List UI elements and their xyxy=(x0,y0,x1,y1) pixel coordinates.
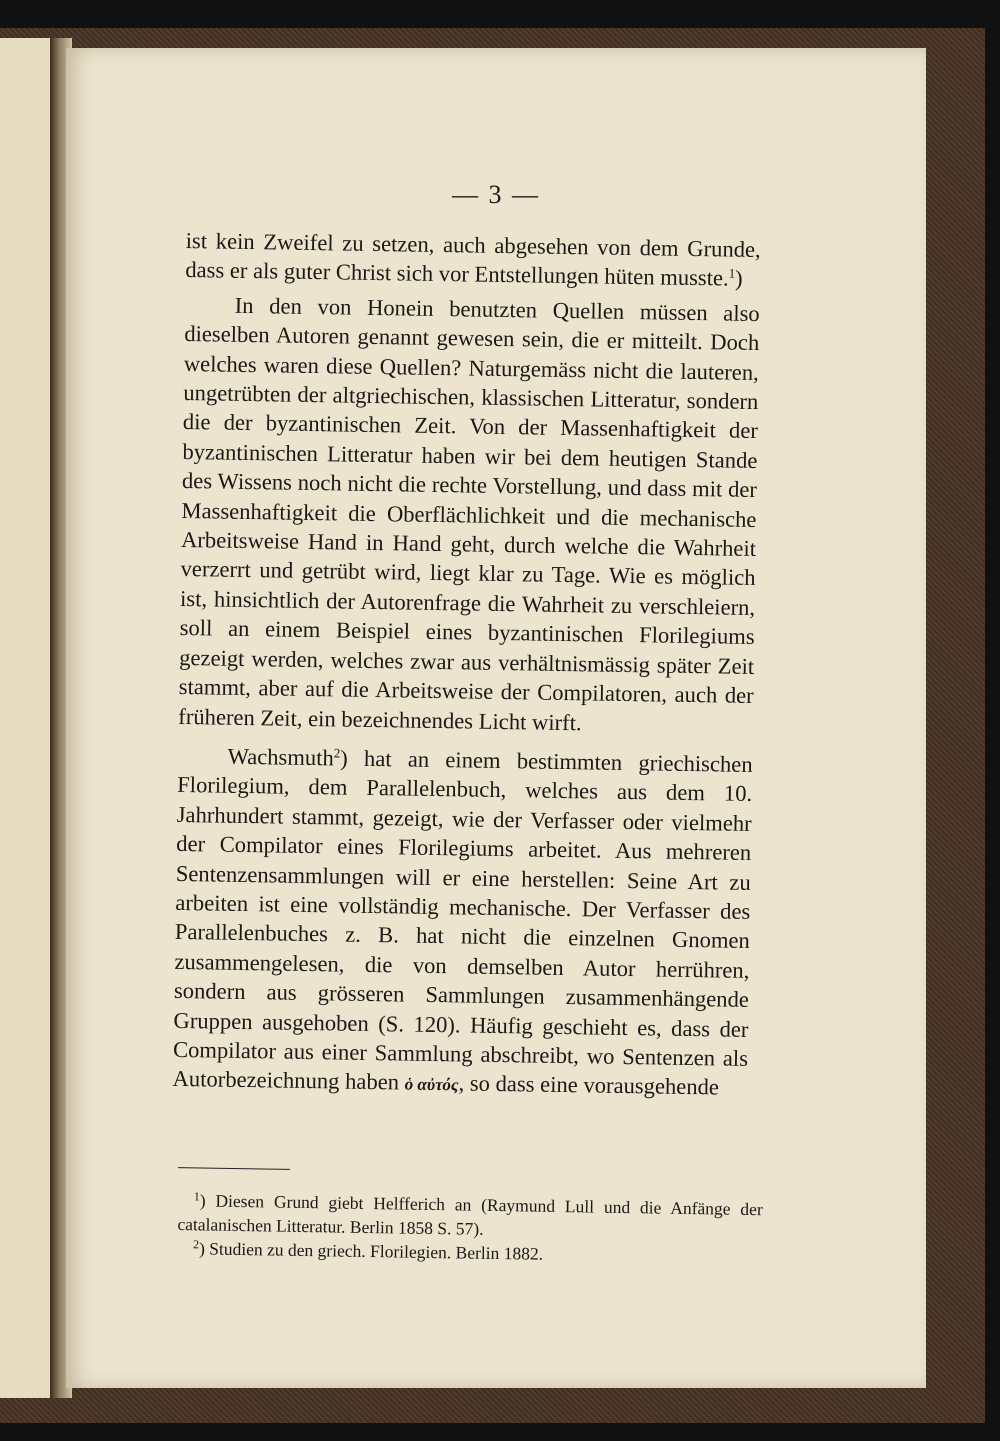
page-number: — 3 — xyxy=(452,180,540,209)
greek-phrase: ὁ αὐτός xyxy=(404,1074,459,1095)
footnote-divider xyxy=(178,1167,290,1170)
body-text xyxy=(172,226,761,1105)
footnote-2: $^2$) Studien zu den griech. Florilegien. Berlin 1882. xyxy=(193,1237,544,1264)
book-page xyxy=(66,48,926,1388)
paragraph-3: Wachsmuth$^2$) hat an einem bestimmten griechischen Florilegium, dem Parallelenbuch, welches aus dem 10. Jahrhundert stammt, gezeigt, wie der Verfasser oder vielmehr der Compilator eines Florilegiums arbeitet. Aus mehreren Sentenzensammlungen will er eine herstellen: Seine Art zu arbeiten ist eine vollständig mechanische. Der Verfasser des Parallelenbuches z. B. hat nicht die einzelnen Gnomen zusammengelesen, die von demselben Autor herrühren, sondern aus grösseren Sammlungen zusammenhängende Gruppen ausgehoben (S. 120). Häufig geschieht es, dass der Compilator aus einer Sammlung abschreibt, wo Sentenzen als Autorbezeichnung haben ὁ αὐτός, so dass eine vorausgehende xyxy=(172,743,753,1100)
footnote-1: $^1$) Diesen Grund giebt Helfferich an (Raymund Lull und die Anfänge der catalanischen Litteratur. Berlin 1858 S. 57). xyxy=(177,1189,763,1239)
paragraph-2: In den von Honein benutzten Quellen müssen also dieselben Autoren genannt gewesen sein, die er mitteilt. Doch welches waren diese Quellen? Naturgemäss nicht die lauteren, ungetrübten der altgriechischen, klassischen Litteratur, sondern die der byzantinischen Zeit. Von der Massenhaftigkeit der byzantinischen Litteratur haben wir bei dem heutigen Stande des Wissens noch nicht die rechte Vorstellung, und dass mit der Massenhaftigkeit die Oberflächlichkeit und die mechanische Arbeitsweise Hand in Hand geht, durch welche die Wahrheit verzerrt und getrübt wird, liegt klar zu Tage. Wie es möglich ist, hinsichtlich der Autorenfrage die Wahrheit zu verschleiern, soll an einem Beispiel eines byzantinischen Florilegiums gezeigt werden, welches zwar aus verhältnismässig später Zeit stammt, aber auf die Arbeitsweise der Compilatoren, auch der früheren Zeit, ein bezeichnendes Licht wirft. xyxy=(178,292,760,735)
previous-page-edge xyxy=(0,38,52,1398)
footnotes xyxy=(177,1188,763,1269)
footnote-ref-1: 1 xyxy=(728,265,736,282)
paragraph-1: ist kein Zweifel zu setzen, auch abgesehen von dem Grunde, dass er als guter Christ sich vor Entstellungen hüten musste.$^1$) xyxy=(185,227,761,292)
footnote-ref-2: 2 xyxy=(333,745,341,761)
